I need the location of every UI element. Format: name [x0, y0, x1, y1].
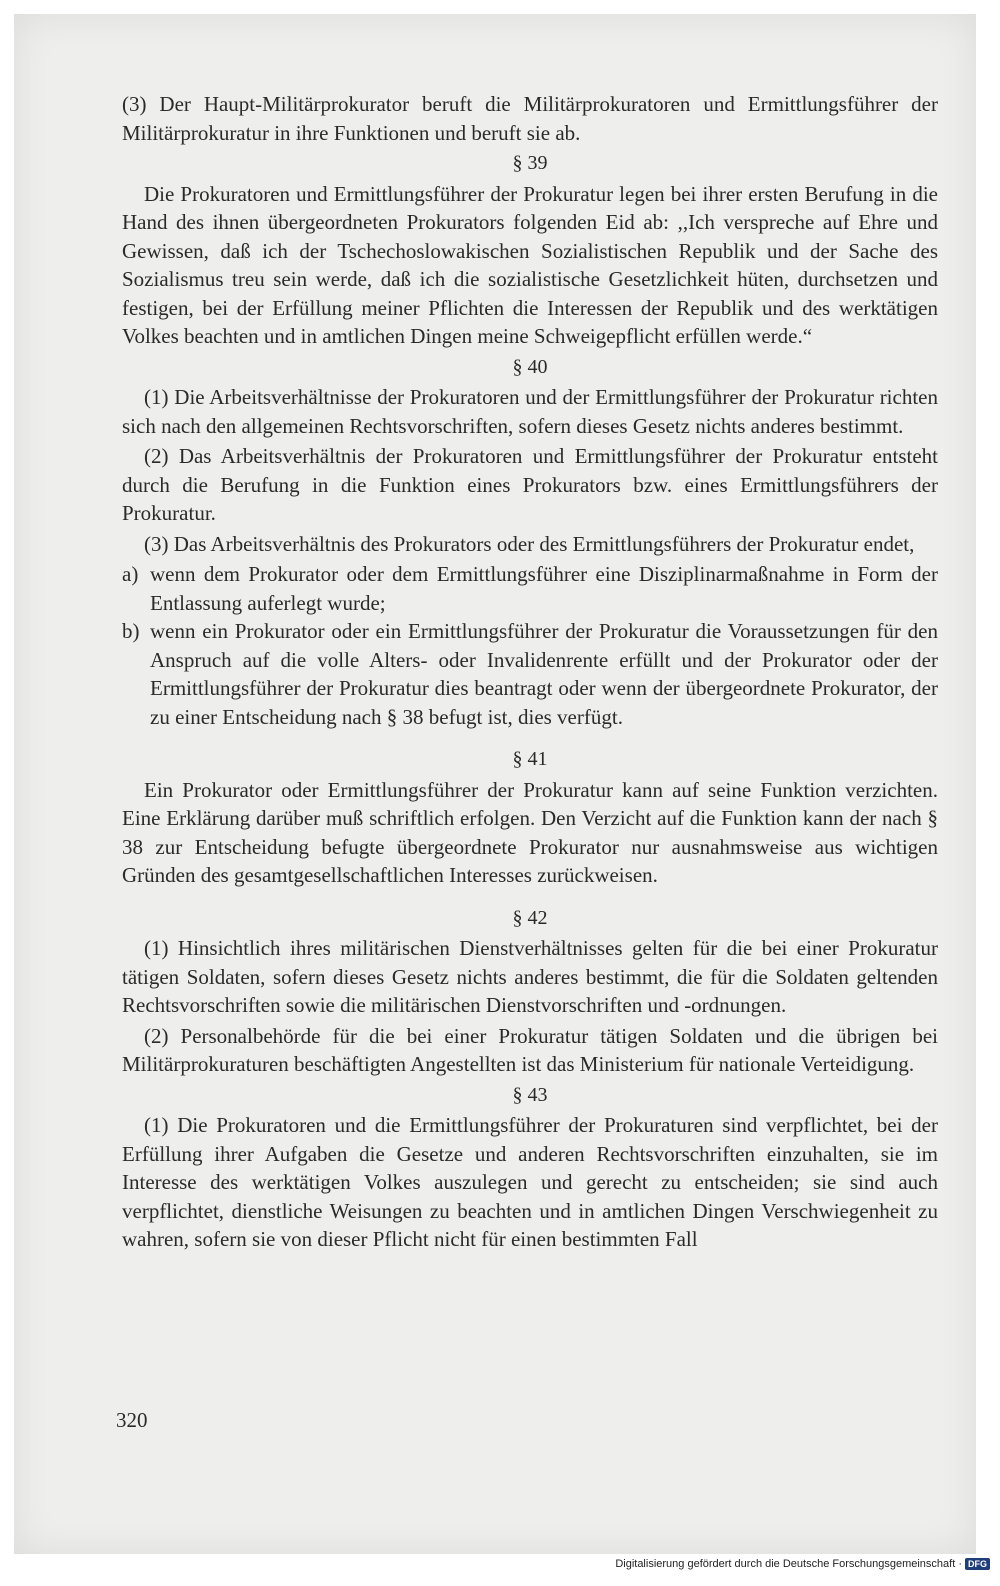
paragraph-40-2: (2) Das Arbeitsverhältnis der Prokuratoren und Ermittlungsführer der Prokuratur entsteht durch die Berufung in die Funktion eines Prokurators bzw. eines Ermittlungsführers der Prokuratur.	[122, 444, 938, 525]
paragraph-43-1: (1) Die Prokuratoren und die Ermittlungsführer der Prokuraturen sind verpflichtet, bei der Erfüllung ihrer Aufgaben die Gesetze und anderen Rechtsvorschriften einzuhalten, sie im Interesse des werktätigen Volkes auszulegen und gerecht zu entscheiden; sie sind auch verpflichtet, dienstliche Weisungen zu beachten und in amtlichen Dingen Verschwiegenheit zu wahren, sofern sie von dieser Pflicht nicht für einen bestimmten Fall	[122, 1113, 938, 1251]
section-heading-40: § 40	[512, 355, 548, 378]
list-text-a: wenn dem Prokurator oder dem Ermittlungsführer eine Disziplinarmaßnahme in Form der Entlassung auferlegt wurde;	[150, 562, 938, 615]
list-item-a	[122, 560, 938, 617]
paragraph-40-3: (3) Das Arbeitsverhältnis des Prokurators oder des Ermittlungsführers der Prokuratur endet,	[144, 531, 915, 556]
paragraph-42-2: (2) Personalbehörde für die bei einer Prokuratur tätigen Soldaten und die übrigen bei Militärprokuraturen beschäftigten Angestellten ist das Ministerium für nationale Verteidigung.	[122, 1023, 938, 1076]
page-number: 320	[116, 1408, 148, 1432]
list-text-b: wenn ein Prokurator oder ein Ermittlungsführer der Prokuratur die Voraussetzungen für den Anspruch auf die volle Alters- oder Invalidenrente erfüllt und der Prokurator oder der Ermittlungsführer der Prokuratur dies beantragt oder wenn der übergeordnete Prokurator, der zu einer Entscheidung nach § 38 befugt ist, dies verfügt.	[150, 619, 938, 729]
list-label-a: a)	[122, 562, 139, 586]
list-item-b	[122, 617, 938, 731]
footer-credit	[615, 1558, 990, 1570]
paragraph-42-1: (1) Hinsichtlich ihres militärischen Dienstverhältnisses gelten für die bei einer Prokuratur tätigen Soldaten, sofern dieses Gesetz nichts anderes bestimmt, die für die Soldaten geltenden Rechtsvorschriften sowie die militärischen Dienstvorschriften und -ordnungen.	[122, 936, 938, 1017]
section-heading-43: § 43	[512, 1083, 548, 1106]
document-body	[122, 90, 938, 1256]
paragraph-38-3: (3) Der Haupt-Militärprokurator beruft die Militärprokuratoren und Ermittlungsführer der Militärprokuratur in ihre Funktionen und beruft sie ab.	[122, 92, 938, 145]
section-heading-42: § 42	[512, 906, 548, 929]
section-heading-39: § 39	[512, 152, 548, 174]
footer-text: Digitalisierung gefördert durch die Deutsche Forschungsgemeinschaft ·	[615, 1558, 962, 1570]
paragraph-41: Ein Prokurator oder Ermittlungsführer der Prokuratur kann auf seine Funktion verzichten. Eine Erklärung darüber muß schriftlich erfolgen. Den Verzicht auf die Funktion kann der nach § 38 zur Entscheidung befugte übergeordnete Prokurator nur ausnahmsweise aus wichtigen Gründen des gesamtgesellschaftlichen Interesses zurückweisen.	[122, 777, 938, 887]
section-heading-41: § 41	[512, 748, 548, 770]
paragraph-40-1: (1) Die Arbeitsverhältnisse der Prokuratoren und der Ermittlungsführer der Prokuratur richten sich nach den allgemeinen Rechtsvorschriften, sofern dieses Gesetz nichts anderes bestimmt.	[122, 385, 938, 438]
scanned-page	[14, 14, 976, 1554]
dfg-logo: DFG	[965, 1558, 990, 1570]
paragraph-39: Die Prokuratoren und Ermittlungsführer der Prokuratur legen bei ihrer ersten Berufung in die Hand des ihnen übergeordneten Prokurators folgenden Eid ab: ,,Ich verspreche auf Ehre und Gewissen, daß ich der Tschechoslowakischen Sozialistischen Republik und der Sache des Sozialismus treu sein werde, daß ich die sozialistische Gesetzlichkeit hüten, durchsetzen und festigen, bei der Erfüllung meiner Pflichten die Interessen der Republik und des werktätigen Volkes beachten und in amtlichen Dingen meine Schweigepflicht erfüllen werde.“	[122, 181, 938, 348]
list-label-b: b)	[122, 619, 140, 643]
